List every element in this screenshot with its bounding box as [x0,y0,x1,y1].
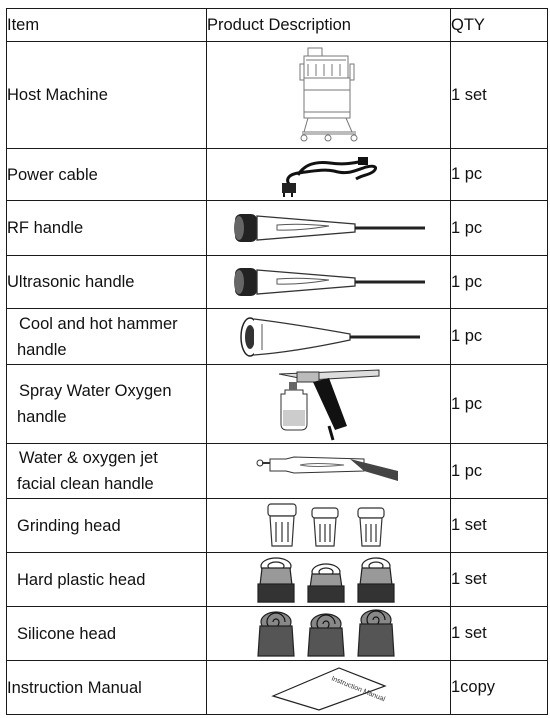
manual-cover-text: Instruction Manual [329,674,386,703]
silicone-heads-image [207,607,451,661]
spray-gun-image [207,365,451,444]
ultrasonic-handle-image [207,256,451,309]
item-qty: 1 pc [451,365,548,444]
packing-list-table [6,8,548,715]
item-qty: 1 pc [451,201,548,256]
item-name-line1: Water & oxygen jet [19,449,158,467]
power-cable-drawing [274,153,384,197]
item-qty: 1copy [451,661,548,715]
item-name: Host Machine [7,42,207,149]
item-name-line1: Cool and hot hammer [19,314,178,333]
table-row [7,661,548,715]
table-row [7,42,548,149]
grinding-heads-image [207,499,451,553]
table-row [7,201,548,256]
host-machine-drawing [294,46,364,144]
table-row [7,444,548,499]
item-name: Grinding head [7,499,207,553]
item-name-line1: Spray Water Oxygen [19,382,172,400]
rf-handle-drawing [229,208,429,248]
table-row [7,553,548,607]
item-name [7,365,207,444]
grinding-heads-drawing [264,502,394,550]
header-item: Item [7,9,207,42]
hammer-handle-drawing [234,314,424,360]
ultrasonic-handle-drawing [229,262,429,302]
item-name: RF handle [7,201,207,256]
item-qty: 1 set [451,553,548,607]
host-machine-image [207,42,451,149]
item-qty: 1 pc [451,444,548,499]
table-row [7,499,548,553]
table-row [7,365,548,444]
item-name: Instruction Manual [7,661,207,715]
table-row [7,256,548,309]
item-name [7,444,207,499]
item-qty: 1 set [451,607,548,661]
item-qty: 1 pc [451,149,548,201]
item-name [7,309,207,365]
table-header-row [7,9,548,42]
item-name-line2: handle [17,408,67,426]
item-qty: 1 pc [451,256,548,309]
table-row [7,309,548,365]
table-row [7,149,548,201]
spray-gun-drawing [269,366,389,442]
power-cable-image [207,149,451,201]
table-row [7,607,548,661]
item-name-line2: handle [17,340,67,359]
silicone-heads-drawing [254,608,404,660]
jet-handle-image [207,444,451,499]
jet-handle-drawing [254,451,404,491]
header-description: Product Description [207,9,451,42]
item-qty: 1 set [451,42,548,149]
hard-plastic-heads-image [207,553,451,607]
item-qty: 1 set [451,499,548,553]
hard-plastic-heads-drawing [254,554,404,606]
item-name: Hard plastic head [7,553,207,607]
rf-handle-image [207,201,451,256]
manual-image [207,661,451,715]
header-qty: QTY [451,9,548,42]
item-qty: 1 pc [451,309,548,365]
hammer-handle-image [207,309,451,365]
manual-drawing [269,664,389,712]
item-name-line2: facial clean handle [17,475,154,493]
item-name: Ultrasonic handle [7,256,207,309]
item-name: Power cable [7,149,207,201]
item-name: Silicone head [7,607,207,661]
